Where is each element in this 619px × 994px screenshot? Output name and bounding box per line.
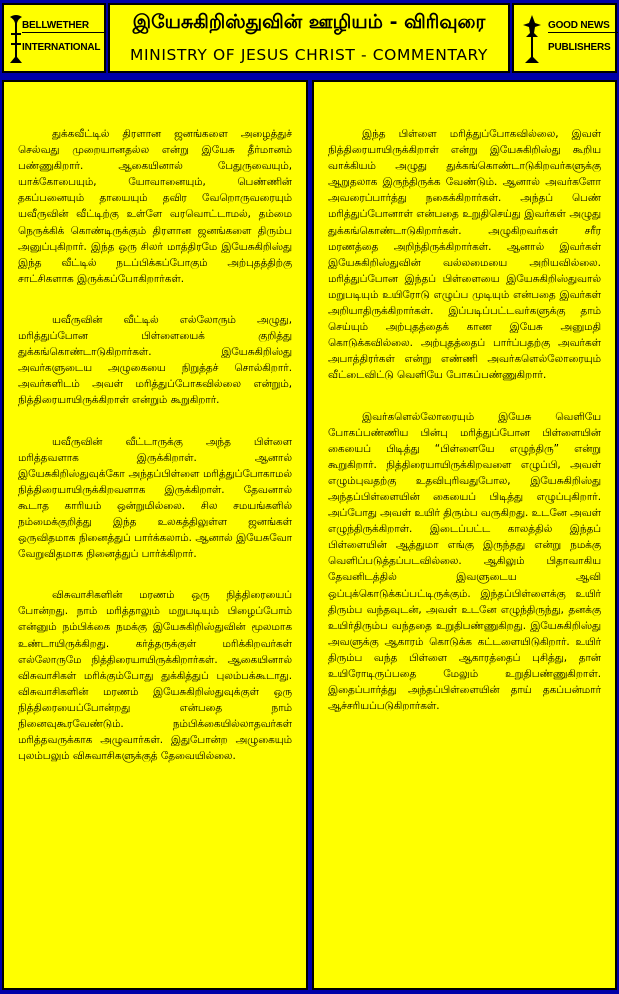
publisher-logo-right — [512, 3, 617, 73]
left-logo-line2: INTERNATIONAL — [22, 42, 101, 53]
paragraph: யவீருவின் வீட்டாருக்கு அந்த பிள்ளை மரித்தவளாக இருக்கிறாள். ஆனால் இயேசுகிறிஸ்துவுக்கோ அந்தப்பிள்ளை மரித்துப்போகாமல் நித்திரையாயிருக்கிறவளாக இருக்கிறாள். தேவனால் கூடாத காரியம் ஒன்றுமில்லை. சில சமயங்களில் நம்மைக்குறித்து இந்த உலகத்திலுள்ள ஜனங்கள் ஒருவிதமாக நினைத்துப் பார்க்கலாம். ஆனால் இயேசுவோ வேறுவிதமாக நினைத்துப் பார்க்கிறார். — [18, 435, 292, 561]
left-logo-line1: BELLWETHER — [22, 19, 104, 33]
column-left-body — [18, 126, 292, 789]
good-news-dove-icon — [519, 13, 545, 65]
bellwether-logo-text — [22, 19, 104, 54]
publisher-logo-left — [2, 3, 106, 73]
page-title-english: MINISTRY OF JESUS CHRIST - COMMENTARY — [130, 46, 488, 64]
paragraph: துக்கவீட்டில் திரளான ஜனங்களை அழைத்துச் செல்வது முறையானதல்ல என்று இயேசு தீர்மானம் பண்ணுகிறார். ஆகையினால் பேதுருவையும், யாக்கோபையும், யோவானையும், பெண்ணின் தகப்பனையும் தாயையும் தவிர வேறொருவரையும் யவீருவின் வீட்டிற்கு உள்ளே வரவொட்டாமல், தம்மை நெருக்கிக் கொண்டிருக்கும் திரளான ஜனங்களை திரும்ப அனுப்புகிறார். இந்த ஒரு சிலர் மாத்திரமே இயேசுகிறிஸ்து இந்த வீட்டில் நடப்பிக்கப்போகும் அற்புதத்திற்கு சாட்சிகளாக இருக்கப்போகிறார்கள். — [18, 128, 292, 285]
paragraph: இந்த பிள்ளை மரித்துப்போகவில்லை, இவள் நித்திரையாயிருக்கிறாள் என்று இயேசுகிறிஸ்து கூறிய வாக்கியம் அழுது துக்கங்கொண்டாடுகிறவர்களுக்கு ஆறுதலாக இருந்திருக்க வேண்டும். ஆனால் அவர்களோ அவரைப்பார்த்து நகைக்கிறார்கள். அந்தப் பெண் மரித்துப்போனாள் என்பதை உறுதிசெய்து இவர்கள் அழுது துக்கங்கொண்டாடுகிறார்கள். அழுகிறவர்கள் சரீர மரணத்தை அறிந்திருக்கிறார்கள். ஆனால் இவர்கள் இயேசுகிறிஸ்துவின் வல்லமையை அறியவில்லை. மரித்துப்போன இந்தப் பிள்ளையை இயேசுகிறிஸ்துவால் மறுபடியும் உயிரோடு எழுப்ப முடியும் என்பதை இவர்கள் அறியாதிருக்கிறார்கள். இப்படிப்பட்டவர்களுக்கு தாம் செய்யும் அற்புதத்தைக் காண இயேசு அனுமதி கொடுக்கவில்லை. அற்புதத்தைப் பார்ப்பதற்கு அவர்கள் அபாத்திரர்கள் என்று எண்ணி அவர்களெல்லோரையும் வீட்டைவிட்டு வெளியே போகப்பண்ணுகிறார். — [328, 128, 601, 382]
commentary-column-left — [2, 80, 308, 990]
paragraph: இவர்களெல்லோரையும் இயேசு வெளியே போகப்பண்ணிய பின்பு மரித்துப்போன பிள்ளையின் கையைப் பிடித்து “பிள்ளையே எழுந்திரு” என்று கூறுகிறார். நித்திரையாயிருக்கிறவளை எழுப்பி, அவள் எழும்புவதற்கு உதவிபுரிவதுபோல, இயேசுகிறிஸ்து அந்தப்பிள்ளையின் கையைப் பிடித்து எழுப்புகிறார். அப்போது அவள் உயிர் திரும்ப வருகிறது. உடனே அவள் எழுந்திருக்கிறாள். இடைப்பட்ட காலத்தில் இந்தப் பிள்ளையின் ஆத்துமா எங்கு இருந்தது என்று நமக்கு வெளிப்படுத்தப்படவில்லை. ஆகிலும் பிதாவாகிய தேவனிடத்தில் இவளுடைய ஆவி ஒப்புக்கொடுக்கப்பட்டிருக்கும். இந்தப்பிள்ளைக்கு உயிர் திரும்ப வந்தவுடன், அவள் உடனே எழுந்திருந்து, தனக்கு உயிர்திரும்ப வந்ததை உறுதிபண்ணுகிறது. இயேசுகிறிஸ்து அவளுக்கு ஆகாரம் கொடுக்க கட்டளையிடுகிறார். உயிர் திரும்ப வந்த பிள்ளை ஆகாரத்தைப் புசித்து, தான் உயிரோடிருப்பதை மேலும் உறுதிபண்ணுகிறாள். இதைப்பார்த்து அந்தப்பிள்ளையின் தாய் தகப்பன்மார் ஆச்சரியப்படுகிறார்கள். — [328, 410, 601, 713]
column-right-body — [328, 126, 601, 739]
page-title-tamil: இயேசுகிறிஸ்துவின் ஊழியம் - விரிவுரை — [132, 11, 486, 33]
right-logo-line1: GOOD NEWS — [548, 19, 618, 33]
right-logo-line2: PUBLISHERS — [548, 42, 611, 53]
commentary-column-right — [312, 80, 617, 990]
paragraph: யவீருவின் வீட்டில் எல்லோரும் அழுது, மரித்துப்போன பிள்ளையைக் குறித்து துக்கங்கொண்டாடுகிறார்கள். இயேசுகிறிஸ்து அவர்களுடைய அழுகையை நிறுத்தச் சொல்கிறார். அவர்களிடம் அவள் மரித்துப்போகவில்லை என்றும், நித்திரையாயிருக்கிறாள் என்றும் கூறுகிறார். — [18, 313, 292, 407]
paragraph: விசுவாசிகளின் மரணம் ஒரு நித்திரையைப் போன்றது. நாம் மரித்தாலும் மறுபடியும் பிழைப்போம் என்னும் நம்பிக்கை நமக்கு இயேசுகிறிஸ்துவின் மூலமாக உண்டாயிருக்கிறது. கர்த்தருக்குள் மரிக்கிறவர்கள் எல்லோருமே நித்திரையாயிருக்கிறார்கள். ஆகையினால் விசுவாசிகள் மரிக்கும்போது துக்கித்துப் புலம்பக்கூடாது. விசுவாசிகளின் மரணம் இயேசுகிறிஸ்துவுக்குள் ஒரு நித்திரையைப்போன்றது என்பதை நாம் நினைவுகூரவேண்டும். நம்பிக்கையில்லாதவர்கள் மரித்தவருக்காக அழுவார்கள். இதுபோன்ற அழுகையும் புலம்பலும் விசுவாசிகளுக்குத் தேவையில்லை. — [18, 589, 292, 763]
title-box — [108, 3, 510, 73]
page-header — [0, 0, 619, 78]
good-news-logo-text — [548, 19, 618, 54]
